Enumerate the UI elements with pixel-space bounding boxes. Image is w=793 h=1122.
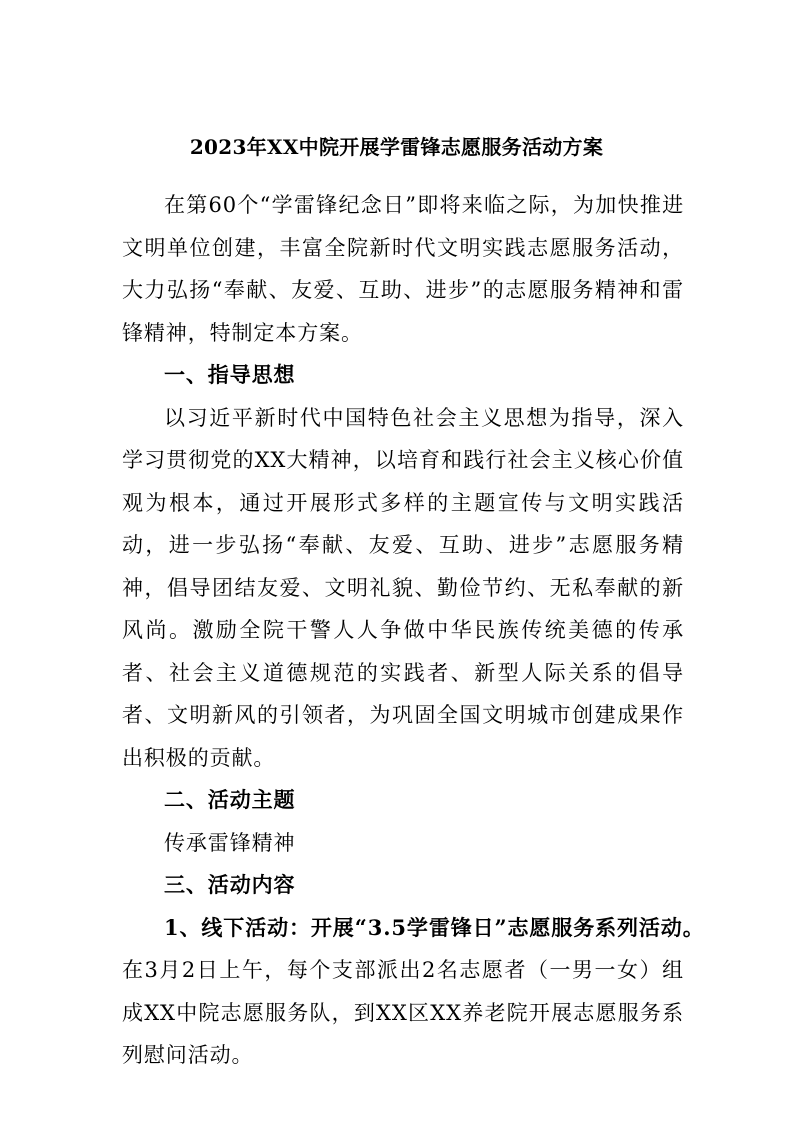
activity-theme-paragraph: 传承雷锋精神 (164, 830, 296, 855)
document-title: 2023年XX中院开展学雷锋志愿服务活动方案 (189, 135, 604, 159)
section-heading-activity-theme: 二、活动主题 (164, 787, 296, 812)
offline-activity-title: 1、线下活动：开展“3.5学雷锋日”志愿服务系列活动。 (164, 914, 705, 940)
section-heading-guiding-thought: 一、指导思想 (164, 362, 296, 387)
intro-paragraph: 在第60个“学雷锋纪念日”即将来临之际，为加快推进文明单位创建，丰富全院新时代文明实践志愿服务活动，大力弘扬“奉献、友爱、互助、进步”的志愿服务精神和雷锋精神，特制定本方案。 (122, 193, 684, 345)
document-body (122, 184, 705, 1077)
offline-activity-paragraph: 在3月2日上午，每个支部派出2名志愿者（一男一女）组成XX中院志愿服务队，到XX区XX养老院开展志愿服务系列慰问活动。 (122, 958, 684, 1067)
guiding-thought-paragraph: 以习近平新时代中国特色社会主义思想为指导，深入学习贯彻党的XX大精神，以培育和践行社会主义核心价值观为根本，通过开展形式多样的主题宣传与文明实践活动，进一步弘扬“奉献、友爱、互助、进步”志愿服务精神，倡导团结友爱、文明礼貌、勤俭节约、无私奉献的新风尚。激励全院干警人人争做中华民族传统美德的传承者、社会主义道德规范的实践者、新型人际关系的倡导者、文明新风的引领者，为巩固全国文明城市创建成果作出积极的贡献。 (122, 405, 684, 770)
section-heading-activity-content: 三、活动内容 (164, 872, 296, 897)
